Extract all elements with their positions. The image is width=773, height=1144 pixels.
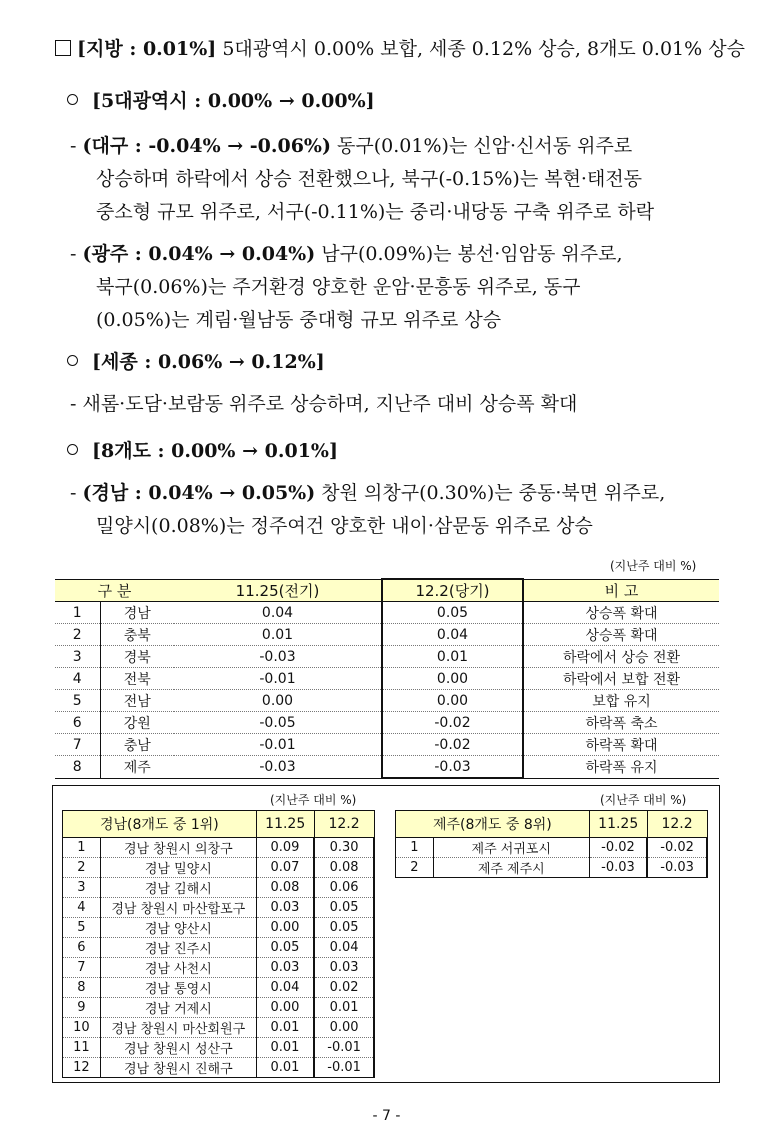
region-name: 경남 창원시 진해구: [100, 1058, 256, 1078]
note-text: 하락에서 상승 전환: [523, 646, 719, 668]
gwangju-line-2: 북구(0.06%)는 주거환경 양호한 운암·문흥동 위주로, 동구: [96, 276, 581, 298]
table-row: [63, 1018, 375, 1038]
current-value: 0.01: [314, 998, 374, 1018]
note-text: 하락폭 유지: [523, 756, 719, 779]
row-number: 7: [63, 958, 101, 978]
circle-bullet-icon: [67, 355, 78, 366]
table-header-row: [396, 811, 708, 838]
row-number: 6: [63, 938, 101, 958]
circle-bullet-icon: [67, 444, 78, 455]
prev-value: -0.03: [589, 858, 647, 878]
table-row: [63, 878, 375, 898]
sejong-line-1: - 새롬·도담·보람동 위주로 상승하며, 지난주 대비 상승폭 확대: [70, 393, 578, 415]
region-name: 제주 제주시: [433, 858, 589, 878]
region-name: 경남 밀양시: [100, 858, 256, 878]
current-value: 0.06: [314, 878, 374, 898]
table-row: [55, 690, 719, 712]
table-row: [55, 646, 719, 668]
note-text: 상승폭 확대: [523, 624, 719, 646]
table-row: [63, 938, 375, 958]
row-number: 10: [63, 1018, 101, 1038]
region-name: 강원: [100, 712, 174, 734]
checkbox-square-icon: [55, 40, 71, 56]
prev-value: -0.03: [174, 756, 382, 779]
circle-bullet-icon: [67, 94, 78, 105]
current-value: -0.02: [382, 734, 523, 756]
prev-value: -0.01: [174, 734, 382, 756]
prev-value: 0.01: [256, 1058, 314, 1078]
prev-value: 0.00: [174, 690, 382, 712]
summary-text: 5대광역시 0.00% 보합, 세종 0.12% 상승, 8개도 0.01% 상승: [222, 38, 745, 60]
table-row: [55, 602, 719, 624]
row-number: 2: [63, 858, 101, 878]
current-value: 0.08: [314, 858, 374, 878]
table-header-row: [55, 579, 719, 602]
row-number: 6: [55, 712, 100, 734]
prev-value: 0.01: [174, 624, 382, 646]
header-note: 비 고: [523, 579, 719, 602]
header-prev: 11.25(전기): [174, 579, 382, 602]
region-name: 경남 김해시: [100, 878, 256, 898]
summary-bracket: [지방 : 0.01%]: [77, 38, 217, 60]
row-number: 8: [63, 978, 101, 998]
region-name: 경남 창원시 마산합포구: [100, 898, 256, 918]
table-row: [63, 978, 375, 998]
unit-note: (지난주 대비 %): [610, 559, 697, 573]
heading-sejong: [세종 : 0.06% → 0.12%]: [67, 347, 325, 374]
jeju-table: [395, 810, 708, 878]
region-name: 경남 양산시: [100, 918, 256, 938]
prev-value: 0.01: [256, 1018, 314, 1038]
current-value: 0.04: [314, 938, 374, 958]
prev-value: 0.04: [174, 602, 382, 624]
table-row: [63, 838, 375, 858]
gwangju-head: (광주 : 0.04% → 0.04%): [82, 243, 316, 265]
region-name: 충남: [100, 734, 174, 756]
gyeongnam-line-2: 밀양시(0.08%)는 정주여건 양호한 내이·삼문동 위주로 상승: [96, 515, 593, 537]
current-value: -0.03: [382, 756, 523, 779]
note-text: 보합 유지: [523, 690, 719, 712]
prev-value: 0.04: [256, 978, 314, 998]
current-value: 0.05: [314, 898, 374, 918]
prev-value: 0.00: [256, 998, 314, 1018]
prev-value: 0.08: [256, 878, 314, 898]
daegu-line-2: 상승하며 하락에서 상승 전환했으나, 북구(-0.15%)는 복현·태전동: [96, 168, 643, 190]
row-number: 5: [63, 918, 101, 938]
region-name: 충북: [100, 624, 174, 646]
table-row: [55, 734, 719, 756]
region-name: 경남 통영시: [100, 978, 256, 998]
prev-value: 0.01: [256, 1038, 314, 1058]
current-value: 0.00: [382, 690, 523, 712]
row-number: 12: [63, 1058, 101, 1078]
current-value: 0.03: [314, 958, 374, 978]
row-number: 9: [63, 998, 101, 1018]
prev-value: 0.05: [256, 938, 314, 958]
current-value: 0.01: [382, 646, 523, 668]
row-number: 4: [63, 898, 101, 918]
region-name: 경남 창원시 성산구: [100, 1038, 256, 1058]
daegu-line-3: 중소형 규모 위주로, 서구(-0.11%)는 중리·내당동 구축 위주로 하락: [96, 201, 655, 223]
current-value: -0.01: [314, 1038, 374, 1058]
table-header-row: [63, 811, 375, 838]
header-prev: 11.25: [589, 811, 647, 838]
row-number: 1: [55, 602, 100, 624]
table-row: [55, 624, 719, 646]
region-name: 제주: [100, 756, 174, 779]
region-name: 경남: [100, 602, 174, 624]
page-number: - 7 -: [372, 1108, 401, 1124]
table-row: [396, 858, 708, 878]
header-current: 12.2: [314, 811, 374, 838]
table-row: [396, 838, 708, 858]
prev-value: -0.05: [174, 712, 382, 734]
table-row: [55, 668, 719, 690]
current-value: 0.04: [382, 624, 523, 646]
row-number: 8: [55, 756, 100, 779]
region-name: 경남 진주시: [100, 938, 256, 958]
gyeongnam-head: (경남 : 0.04% → 0.05%): [82, 482, 316, 504]
prev-value: 0.00: [256, 918, 314, 938]
prev-value: -0.02: [589, 838, 647, 858]
row-number: 2: [55, 624, 100, 646]
table-row: [63, 918, 375, 938]
row-number: 2: [396, 858, 434, 878]
current-value: -0.01: [314, 1058, 374, 1078]
gyeongnam-line-1: - (경남 : 0.04% → 0.05%) 창원 의창구(0.30%)는 중동·북면 위주로,: [70, 482, 666, 504]
table-row: [55, 712, 719, 734]
heading-provinces: [8개도 : 0.00% → 0.01%]: [67, 436, 338, 463]
daegu-head: (대구 : -0.04% → -0.06%): [82, 135, 331, 157]
current-value: 0.02: [314, 978, 374, 998]
region-name: 경남 창원시 마산회원구: [100, 1018, 256, 1038]
prev-value: 0.09: [256, 838, 314, 858]
table-row: [63, 1058, 375, 1078]
note-text: 하락에서 보합 전환: [523, 668, 719, 690]
row-number: 1: [396, 838, 434, 858]
table-row: [63, 958, 375, 978]
region-name: 제주 서귀포시: [433, 838, 589, 858]
note-text: 하락폭 확대: [523, 734, 719, 756]
header-category: 구 분: [55, 579, 174, 602]
table-row: [55, 756, 719, 779]
current-value: -0.03: [647, 858, 707, 878]
region-name: 경남 사천시: [100, 958, 256, 978]
region-name: 경남 창원시 의창구: [100, 838, 256, 858]
current-value: 0.00: [314, 1018, 374, 1038]
daegu-line-1: - (대구 : -0.04% → -0.06%) 동구(0.01%)는 신암·신서동 위주로: [70, 135, 633, 157]
header-region: 제주(8개도 중 8위): [396, 811, 590, 838]
region-name: 경북: [100, 646, 174, 668]
prev-value: -0.03: [174, 646, 382, 668]
gwangju-line-1: - (광주 : 0.04% → 0.04%) 남구(0.09%)는 봉선·임암동 위주로,: [70, 243, 623, 265]
header-region: 경남(8개도 중 1위): [63, 811, 257, 838]
left-unit-note: (지난주 대비 %): [270, 793, 357, 807]
table-row: [63, 998, 375, 1018]
table-row: [63, 1038, 375, 1058]
current-value: 0.05: [382, 602, 523, 624]
header-prev: 11.25: [256, 811, 314, 838]
note-text: 상승폭 확대: [523, 602, 719, 624]
row-number: 4: [55, 668, 100, 690]
header-current: 12.2(당기): [382, 579, 523, 602]
row-number: 3: [55, 646, 100, 668]
current-value: -0.02: [382, 712, 523, 734]
row-number: 5: [55, 690, 100, 712]
current-value: -0.02: [647, 838, 707, 858]
region-name: 전북: [100, 668, 174, 690]
region-name: 전남: [100, 690, 174, 712]
heading-metro: [5대광역시 : 0.00% → 0.00%]: [67, 86, 375, 113]
row-number: 7: [55, 734, 100, 756]
table-row: [63, 858, 375, 878]
region-name: 경남 거제시: [100, 998, 256, 1018]
row-number: 3: [63, 878, 101, 898]
gwangju-line-3: (0.05%)는 계림·월남동 중대형 규모 위주로 상승: [96, 309, 502, 331]
current-value: 0.05: [314, 918, 374, 938]
province-change-table: [55, 578, 719, 779]
current-value: 0.00: [382, 668, 523, 690]
row-number: 11: [63, 1038, 101, 1058]
summary-line: [55, 34, 745, 61]
current-value: 0.30: [314, 838, 374, 858]
prev-value: 0.03: [256, 958, 314, 978]
table-row: [63, 898, 375, 918]
prev-value: 0.07: [256, 858, 314, 878]
prev-value: -0.01: [174, 668, 382, 690]
gyeongnam-table: [62, 810, 375, 1078]
right-unit-note: (지난주 대비 %): [600, 793, 687, 807]
header-current: 12.2: [647, 811, 707, 838]
note-text: 하락폭 축소: [523, 712, 719, 734]
prev-value: 0.03: [256, 898, 314, 918]
row-number: 1: [63, 838, 101, 858]
